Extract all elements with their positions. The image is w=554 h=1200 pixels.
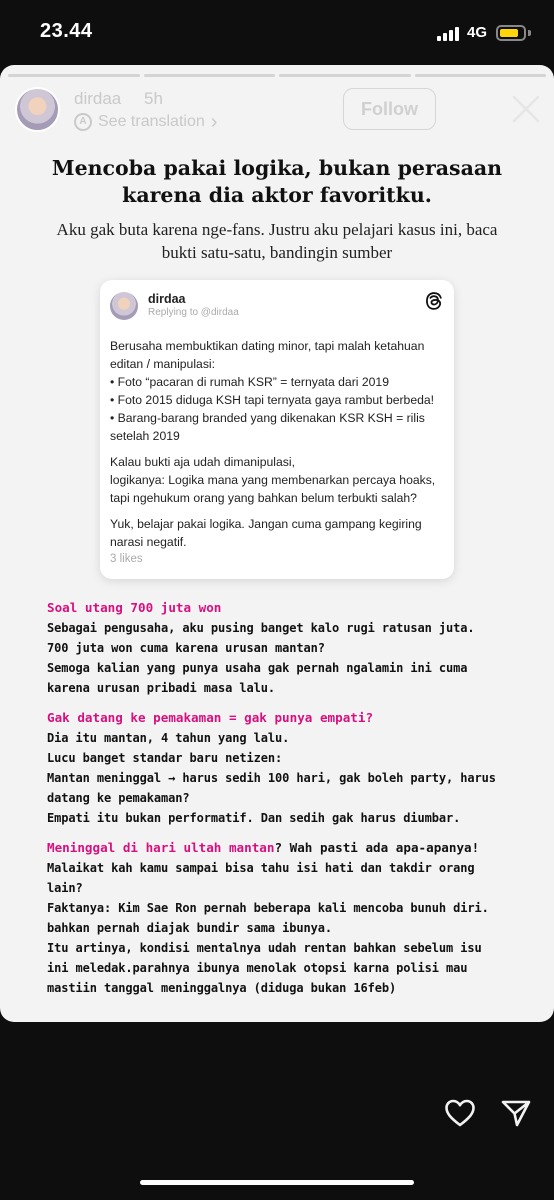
section-title: Meninggal di hari ultah mantan — [47, 840, 275, 855]
home-indicator[interactable] — [140, 1180, 414, 1185]
section-title: Soal utang 700 juta won — [47, 600, 222, 615]
threads-logo-icon — [425, 291, 443, 311]
section-line: Empati itu bukan performatif. Dan sedih gak harus diumbar. — [47, 811, 461, 825]
threads-likes-count: 3 likes — [110, 553, 143, 565]
threads-line: • Foto 2015 diduga KSH tapi ternyata gaya rambut berbeda! — [110, 393, 435, 407]
section-funeral — [47, 708, 507, 828]
threads-line: Berusaha membuktikan dating minor, tapi malah ketahuan editan / manipulasi: — [110, 339, 425, 371]
threads-avatar — [110, 292, 138, 320]
section-line: Faktanya: Kim Sae Ron pernah beberapa kali mencoba bunuh diri. bahkan pernah diajak bundir sama ibunya. — [47, 901, 489, 935]
heart-icon[interactable] — [444, 1098, 476, 1128]
send-icon[interactable] — [500, 1098, 532, 1128]
see-translation-label: See translation — [98, 113, 205, 130]
story-text-sections — [47, 598, 507, 1008]
translate-icon: A — [74, 113, 92, 131]
follow-button[interactable]: Follow — [343, 88, 436, 130]
threads-post-body — [110, 337, 446, 559]
section-debt — [47, 598, 507, 698]
threads-username: dirdaa — [148, 292, 186, 306]
section-line: Dia itu mantan, 4 tahun yang lalu. — [47, 731, 290, 745]
story-subline: Aku gak buta karena nge-fans. Justru aku pelajari kasus ini, baca bukti satu-satu, bandingin sumber — [56, 220, 498, 262]
signal-icon — [437, 27, 463, 41]
threads-replying-to: Replying to @dirdaa — [148, 307, 239, 318]
threads-paragraph — [110, 337, 446, 445]
threads-line: logikanya: Logika mana yang membenarkan percaya hoaks, tapi ngehukum orang yang bahkan belum terbukti salah? — [110, 473, 436, 505]
section-line: Malaikat kah kamu sampai bisa tahu isi hati dan takdir orang lain? — [47, 861, 475, 895]
section-line: Semoga kalian yang punya usaha gak pernah ngalamin ini cuma karena urusan pribadi masa lalu. — [47, 661, 468, 695]
threads-post-card[interactable] — [100, 280, 454, 579]
chevron-right-icon: › — [210, 111, 218, 133]
section-line: 700 juta won cuma karena urusan mantan? — [47, 641, 325, 655]
section-line: Mantan meninggal → harus sedih 100 hari, gak boleh party, harus datang ke pemakaman? — [47, 771, 496, 805]
story-bottom-bar — [0, 1022, 554, 1200]
story-card[interactable] — [0, 65, 554, 1022]
close-icon[interactable] — [510, 93, 542, 125]
battery-tip — [528, 30, 531, 36]
story-header — [0, 65, 554, 155]
story-username[interactable]: dirdaa — [74, 89, 122, 108]
section-birthday — [47, 838, 507, 998]
threads-paragraph — [110, 453, 446, 507]
threads-paragraph — [110, 515, 446, 551]
threads-line: • Foto “pacaran di rumah KSR” = ternyata dari 2019 — [110, 375, 389, 389]
section-line: Sebagai pengusaha, aku pusing banget kalo rugi ratusan juta. — [47, 621, 475, 635]
network-label: 4G — [467, 24, 488, 41]
threads-line: • Barang-barang branded yang dikenakan KSR KSH = rilis setelah 2019 — [110, 411, 425, 443]
battery-icon — [496, 25, 526, 41]
story-headline: Mencoba pakai logika, bukan perasaan karena dia aktor favoritku. — [51, 156, 503, 207]
section-line: Itu artinya, kondisi mentalnya udah rentan bahkan sebelum isu ini meledak.parahnya ibunya menolak otopsi karna polisi mau mastiin tanggal meninggalnya (diduga bukan 16feb) — [47, 941, 482, 995]
threads-line: Kalau bukti aja udah dimanipulasi, — [110, 455, 295, 469]
section-title: Gak datang ke pemakaman = gak punya empati? — [47, 710, 374, 725]
avatar[interactable] — [15, 87, 60, 132]
status-time: 23.44 — [40, 20, 93, 42]
status-bar — [0, 0, 554, 62]
section-line: Lucu banget standar baru netizen: — [47, 751, 283, 765]
section-title-rest: ? Wah pasti ada apa-apanya! — [274, 840, 480, 855]
story-time-ago: 5h — [144, 89, 163, 108]
see-translation-link[interactable] — [74, 111, 217, 133]
threads-line: Yuk, belajar pakai logika. Jangan cuma gampang kegiring narasi negatif. — [110, 517, 422, 549]
